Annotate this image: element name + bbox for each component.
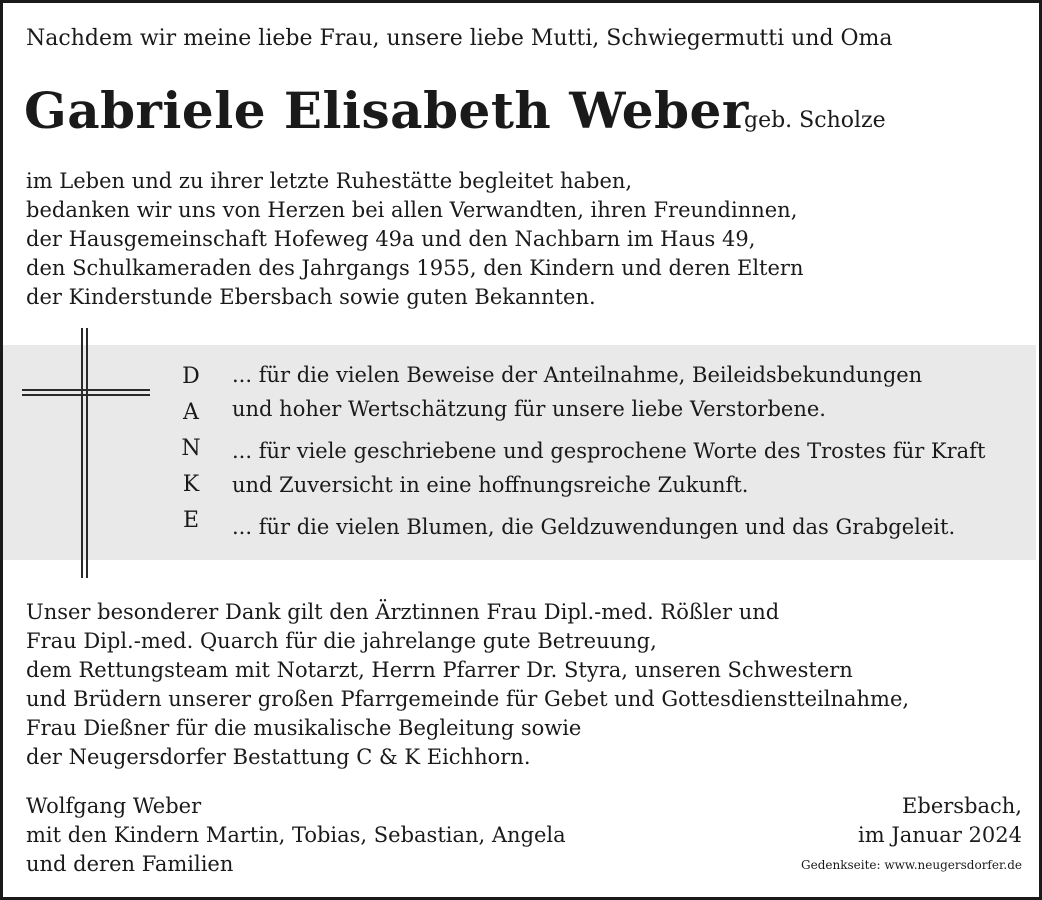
memorial-site-link[interactable]: Gedenkseite: www.neugersdorfer.de xyxy=(801,858,1022,872)
danke-text-block-1 xyxy=(232,358,922,426)
place-line: Ebersbach, xyxy=(902,794,1022,818)
danke-letter: D xyxy=(182,364,200,389)
signature-line: Wolfgang Weber xyxy=(26,794,202,818)
signature-line: und deren Familien xyxy=(26,852,234,876)
text-line: ... für viele geschriebene und gesprochene Worte des Trostes für Kraft xyxy=(232,439,986,463)
text-line: und Brüdern unserer großen Pfarrgemeinde für Gebet und Gottesdienstteilnahme, xyxy=(26,687,910,711)
text-line: der Neugersdorfer Bestattung C & K Eichhorn. xyxy=(26,745,531,769)
signature-line: mit den Kindern Martin, Tobias, Sebastian, Angela xyxy=(26,823,566,847)
text-line: Unser besonderer Dank gilt den Ärztinnen Frau Dipl.-med. Rößler und xyxy=(26,600,780,624)
danke-acrostic xyxy=(176,359,206,539)
thanks-paragraph-1 xyxy=(26,167,804,312)
text-line: bedanken wir uns von Herzen bei allen Verwandten, ihren Freundinnen, xyxy=(26,198,798,222)
danke-letter: K xyxy=(182,472,200,497)
thanks-paragraph-2 xyxy=(26,598,909,772)
text-line: ... für die vielen Beweise der Anteilnahme, Beileidsbekundungen xyxy=(232,363,923,387)
danke-letter: E xyxy=(182,508,200,533)
intro-line: Nachdem wir meine liebe Frau, unsere liebe Mutti, Schwiegermutti und Oma xyxy=(26,26,893,51)
text-line: der Kinderstunde Ebersbach sowie guten Bekannten. xyxy=(26,285,596,309)
deceased-name: Gabriele Elisabeth Weber xyxy=(24,81,749,140)
danke-text-block-2 xyxy=(232,434,985,502)
text-line: dem Rettungsteam mit Notarzt, Herrn Pfarrer Dr. Styra, unseren Schwestern xyxy=(26,658,853,682)
text-line: Frau Dießner für die musikalische Begleitung sowie xyxy=(26,716,582,740)
date-line: im Januar 2024 xyxy=(858,823,1022,847)
text-line: und Zuversicht in eine hoffnungsreiche Zukunft. xyxy=(232,473,749,497)
danke-text-block-3 xyxy=(232,510,955,544)
signature-block xyxy=(26,792,566,879)
cross-icon xyxy=(22,328,150,578)
place-date-block xyxy=(858,792,1022,850)
text-line: und hoher Wertschätzung für unsere liebe Verstorbene. xyxy=(232,397,826,421)
text-line: Frau Dipl.-med. Quarch für die jahrelange gute Betreuung, xyxy=(26,629,657,653)
text-line: der Hausgemeinschaft Hofeweg 49a und den Nachbarn im Haus 49, xyxy=(26,227,756,251)
danke-letter: A xyxy=(183,400,199,425)
text-line: im Leben und zu ihrer letzte Ruhestätte begleitet haben, xyxy=(26,169,633,193)
birth-name: geb. Scholze xyxy=(744,108,886,133)
text-line: den Schulkameraden des Jahrgangs 1955, den Kindern und deren Eltern xyxy=(26,256,804,280)
danke-letter: N xyxy=(181,436,201,461)
text-line: ... für die vielen Blumen, die Geldzuwendungen und das Grabgeleit. xyxy=(232,515,956,539)
